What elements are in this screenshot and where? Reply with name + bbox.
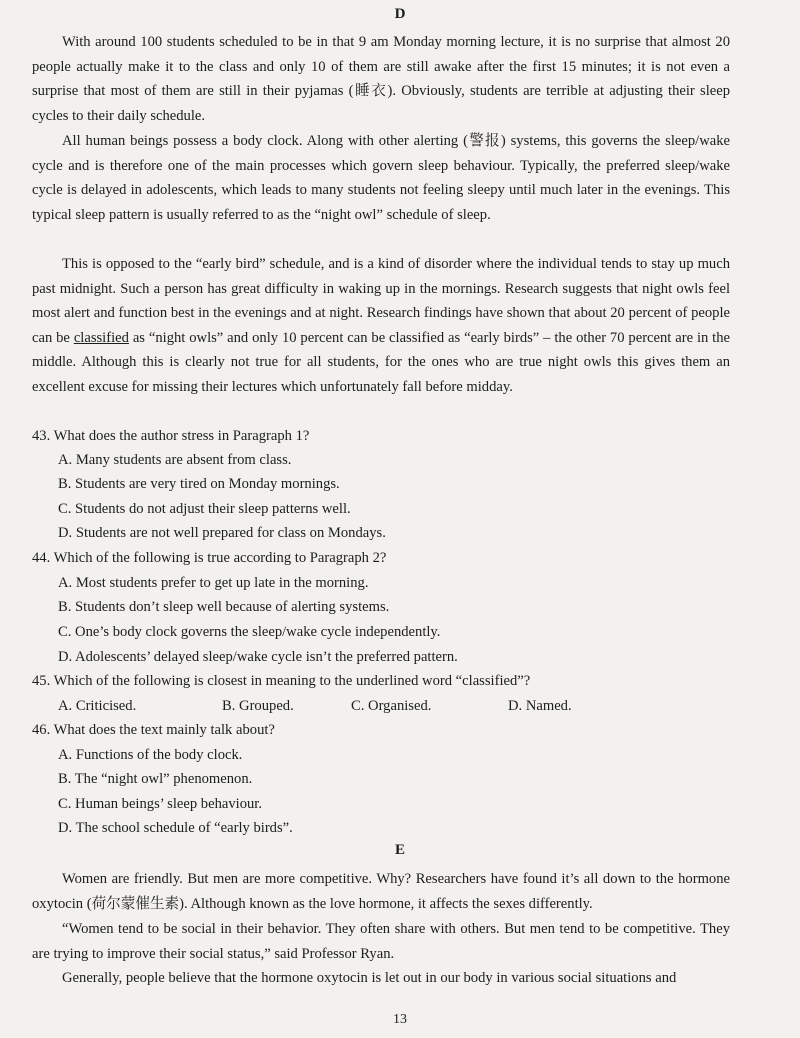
- section-d-heading: D: [394, 6, 406, 22]
- question-44-option-a[interactable]: A. Most students prefer to get up late in the morning.: [58, 575, 369, 591]
- question-43-option-b[interactable]: B. Students are very tired on Monday mornings.: [58, 476, 340, 492]
- section-d-paragraph-3: [32, 252, 730, 400]
- question-43-option-d[interactable]: D. Students are not well prepared for class on Mondays.: [58, 525, 386, 541]
- section-e-paragraph-1: Women are friendly. But men are more competitive. Why? Researchers have found it’s all down to the hormone oxytocin (荷尔蒙催生素). Although known as the love hormone, it affects the sexes differently.: [32, 871, 730, 912]
- paragraph-3-text-after: as “night owls” and only 10 percent can be classified as “early birds” – the other 70 percent are in the middle. Although this is clearly not true for all students, for the ones who are true night owls this gives them an excellent excuse for missing their lectures which unfortunately fall before midday.: [32, 329, 731, 395]
- section-d-paragraph-1: With around 100 students scheduled to be in that 9 am Monday morning lecture, it is no surprise that almost 20 people actually make it to the class and only 10 of them are still awake after the first 15 minutes; it is not even a surprise that most of them are still in their pyjamas (睡衣). Obviously, students are terrible at adjusting their sleep cycles to their daily schedule.: [32, 34, 730, 124]
- question-43-stem: 43. What does the author stress in Paragraph 1?: [32, 428, 310, 444]
- question-45-option-d[interactable]: D. Named.: [508, 698, 572, 714]
- question-46-option-b[interactable]: B. The “night owl” phenomenon.: [58, 771, 253, 787]
- question-44-option-b[interactable]: B. Students don’t sleep well because of alerting systems.: [58, 599, 390, 615]
- question-45-option-a[interactable]: A. Criticised.: [58, 698, 137, 714]
- page-number: 13: [393, 1012, 407, 1027]
- question-45-option-c[interactable]: C. Organised.: [351, 698, 432, 714]
- section-d-paragraph-2: All human beings possess a body clock. Along with other alerting (警报) systems, this governs the sleep/wake cycle and is therefore one of the main processes which govern sleep behaviour. Typically, the preferred sleep/wake cycle is delayed in adolescents, which leads to many students not feeling sleepy until much later in the evenings. This typical sleep pattern is usually referred to as the “night owl” schedule of sleep.: [32, 133, 730, 223]
- question-45-option-b[interactable]: B. Grouped.: [222, 698, 294, 714]
- section-e-paragraph-3: Generally, people believe that the hormone oxytocin is let out in our body in various social situations and: [62, 970, 677, 986]
- question-43-option-a[interactable]: A. Many students are absent from class.: [58, 452, 292, 468]
- question-43-option-c[interactable]: C. Students do not adjust their sleep patterns well.: [58, 501, 351, 517]
- question-46-option-c[interactable]: C. Human beings’ sleep behaviour.: [58, 796, 262, 812]
- paragraph-3-text-before: This is opposed to the “early bird” schedule, and is a kind of disorder where the individual tends to stay up much past midnight. Such a person has great difficulty in waking up in the mornings. Research suggests that night owls feel most alert and function best in the evenings and at night. Research findings have shown that about 20 percent of people can be: [32, 256, 730, 346]
- question-44-option-c[interactable]: C. One’s body clock governs the sleep/wake cycle independently.: [58, 624, 441, 640]
- question-46-option-d[interactable]: D. The school schedule of “early birds”.: [58, 820, 293, 836]
- section-e-heading: E: [394, 842, 405, 858]
- question-46-stem: 46. What does the text mainly talk about?: [32, 722, 275, 738]
- question-44-stem: 44. Which of the following is true according to Paragraph 2?: [32, 550, 387, 566]
- question-46-option-a[interactable]: A. Functions of the body clock.: [58, 747, 243, 763]
- section-e-paragraph-2: “Women tend to be social in their behavior. They often share with others. But men tend to be competitive. They are trying to improve their social status,” said Professor Ryan.: [32, 921, 730, 962]
- question-45-stem: 45. Which of the following is closest in meaning to the underlined word “classified”?: [32, 673, 531, 689]
- question-44-option-d[interactable]: D. Adolescents’ delayed sleep/wake cycle isn’t the preferred pattern.: [58, 649, 458, 665]
- underlined-word-classified: classified: [73, 329, 129, 346]
